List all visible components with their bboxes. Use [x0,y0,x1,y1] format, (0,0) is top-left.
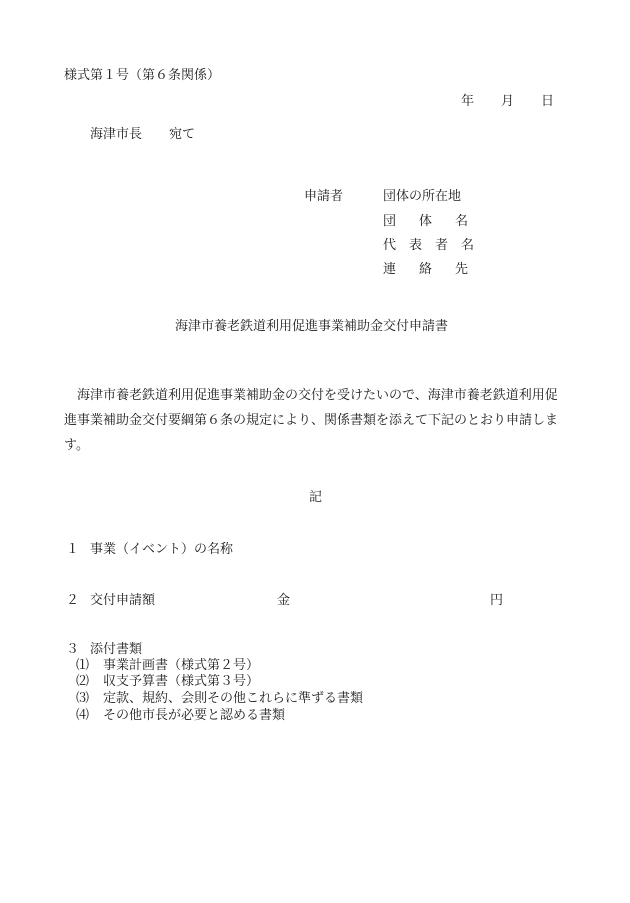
body-paragraph [64,383,574,458]
date-month: 月 [501,94,515,109]
field-group-name-c2: 体 [419,214,433,229]
field-group-name-c1: 団 [383,214,397,229]
field-contact-c1: 連 [383,262,397,277]
list-item: 定款、規約、会則その他これらに準ずる書類 [103,691,364,706]
item-number: ３ [66,642,80,657]
field-contact-c3: 先 [455,262,469,277]
list-item: 収支予算書（様式第３号） [103,674,260,689]
field-contact-c2: 絡 [419,262,433,277]
field-group-name-c3: 名 [455,214,469,229]
amount-en: 円 [490,593,504,608]
list-item-number: ⑵ [76,674,90,689]
list-item-number: ⑷ [76,708,90,723]
field-representative: 代 表 者 名 [383,238,475,253]
ki-label: 記 [309,490,323,505]
item-number: １ [66,542,80,557]
item-label: 添付書類 [90,642,143,657]
document-title: 海津市養老鉄道利用促進事業補助金交付申請書 [175,319,449,334]
item-label: 交付申請額 [90,593,156,608]
form-number: 様式第１号（第６条関係） [64,68,221,83]
item-label: 事業（イベント）の名称 [90,542,234,557]
body-line: 海津市養老鉄道利用促進事業補助金の交付を受けたいので、海津市養老鉄道利用促 [64,388,558,403]
date-day: 日 [541,94,555,109]
list-item: その他市長が必要と認める書類 [103,708,286,723]
item-number: ２ [66,593,80,608]
applicant-label: 申請者 [304,189,344,204]
addressee-name: 海津市長 [90,127,143,142]
addressee-suffix: 宛て [169,127,196,142]
list-item-number: ⑴ [76,658,90,673]
list-item-number: ⑶ [76,691,90,706]
body-line: 進事業補助金交付要綱第６条の規定により、関係書類を添えて下記のとおり申請しま [64,413,559,428]
amount-kin: 金 [277,593,291,608]
body-line: す。 [64,438,89,453]
field-address: 団体の所在地 [383,189,462,204]
list-item: 事業計画書（様式第２号） [103,658,260,673]
date-year: 年 [461,94,475,109]
